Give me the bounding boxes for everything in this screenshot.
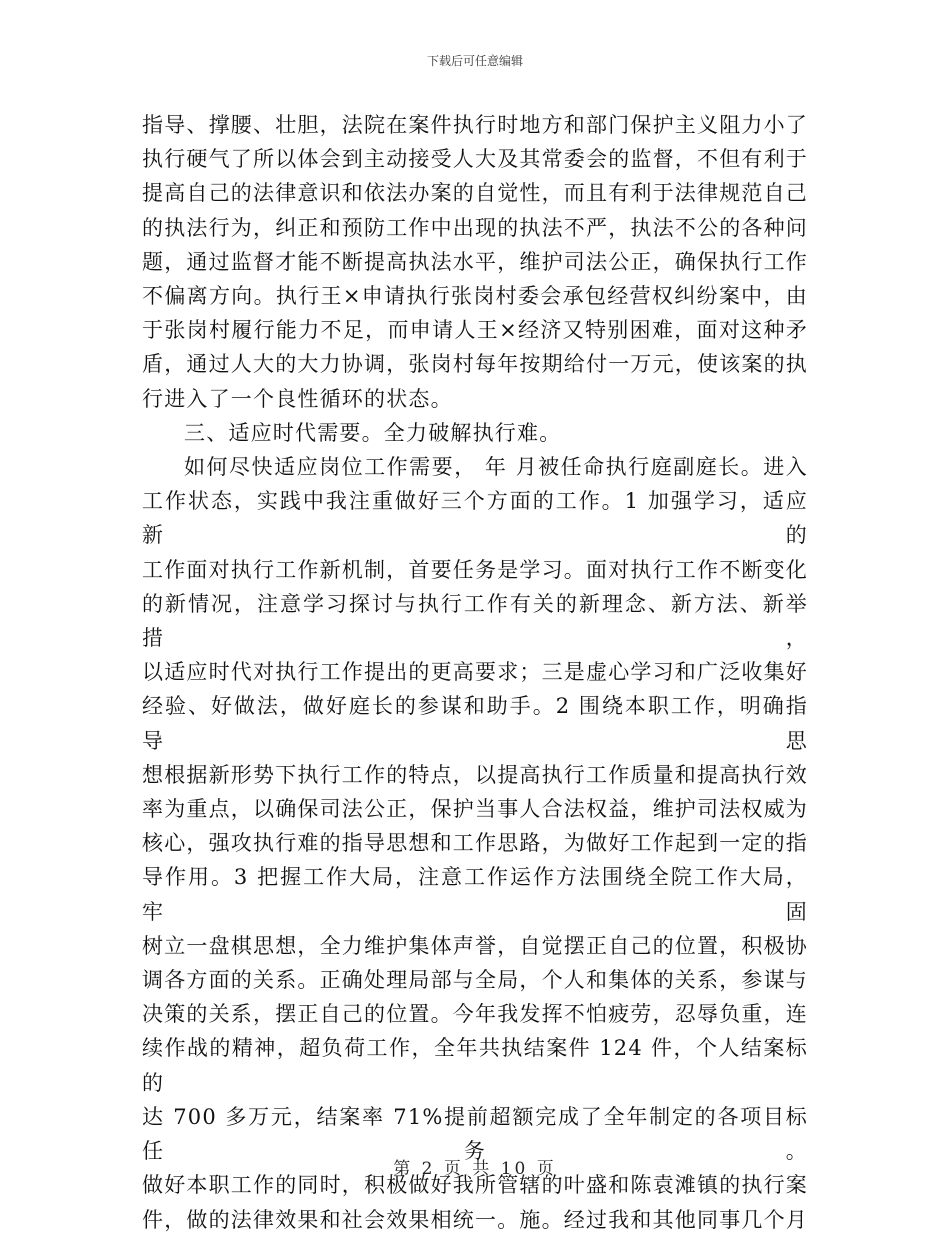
body-line: 续作战的精神，超负荷工作，全年共执结案件 124 件，个人结案标的 — [142, 1036, 808, 1095]
body-line: 题，通过监督才能不断提高执法水平，维护司法公正，确保执行工作 — [142, 249, 808, 274]
body-line: 以适应时代对执行工作提出的更高要求；三是虚心学习和广泛收集好 — [142, 660, 808, 685]
body-line: 率为重点，以确保司法公正，保护当事人合法权益，维护司法权威为 — [142, 797, 808, 822]
body-line: 于张岗村履行能力不足，而申请人王×经济又特别困难，面对这种矛 — [142, 318, 808, 343]
body-line: 盾，通过人大的大力协调，张岗村每年按期给付一万元，使该案的执 — [142, 352, 808, 377]
body-line: 件，做的法律效果和社会效果相统一。施。经过我和其他同事几个月 — [142, 1207, 808, 1232]
body-line: 经验、好做法，做好庭长的参谋和助手。2 围绕本职工作，明确指导思 — [142, 694, 808, 753]
document-body — [142, 108, 808, 1237]
body-line: 做好本职工作的同时，积极做好我所管辖的叶盛和陈袁滩镇的执行案 — [142, 1173, 808, 1198]
section-heading: 三、适应时代需要。全力破解执行难。 — [184, 420, 562, 445]
body-line: 的执法行为，纠正和预防工作中出现的执法不严，执法不公的各种问 — [142, 215, 808, 240]
body-line: 如何尽快适应岗位工作需要， 年 月被任命执行庭副庭长。进入 — [184, 455, 808, 480]
body-line: 调各方面的关系。正确处理局部与全局，个人和集体的关系，参谋与 — [142, 968, 808, 993]
body-line: 决策的关系，摆正自己的位置。今年我发挥不怕疲劳，忍辱负重，连 — [142, 1002, 808, 1027]
body-line: 执行硬气了所以体会到主动接受人大及其常委会的监督，不但有利于 — [142, 147, 808, 172]
body-line: 核心，强攻执行难的指导思想和工作思路，为做好工作起到一定的指 — [142, 831, 808, 856]
page-header-note: 下载后可任意编辑 — [426, 54, 523, 68]
page-number: 第 2 页 共 10 页 — [393, 1159, 557, 1179]
body-line: 想根据新形势下执行工作的特点，以提高执行工作质量和提高执行效 — [142, 762, 808, 787]
body-line: 工作面对执行工作新机制，首要任务是学习。面对执行工作不断变化 — [142, 557, 808, 582]
body-line: 不偏离方向。执行王×申请执行张岗村委会承包经营权纠纷案中，由 — [142, 284, 808, 309]
body-line: 导作用。3 把握工作大局，注意工作运作方法围绕全院工作大局，牢固 — [142, 865, 808, 924]
body-line: 达 700 多万元，结案率 71%提前超额完成了全年制定的各项目标任务。 — [142, 1104, 808, 1164]
body-line: 指导、撑腰、壮胆，法院在案件执行时地方和部门保护主义阻力小了 — [142, 113, 808, 137]
body-line: 工作状态，实践中我注重做好三个方面的工作。1 加强学习，适应新的 — [142, 489, 808, 548]
body-line: 提高自己的法律意识和依法办案的自觉性，而且有利于法律规范自己 — [142, 181, 808, 206]
body-line: 树立一盘棋思想，全力维护集体声誉，自觉摆正自己的位置，积极协 — [142, 933, 808, 958]
body-line: 行进入了一个良性循环的状态。 — [142, 386, 453, 411]
body-line: 的新情况，注意学习探讨与执行工作有关的新理念、新方法、新举措， — [142, 591, 808, 651]
